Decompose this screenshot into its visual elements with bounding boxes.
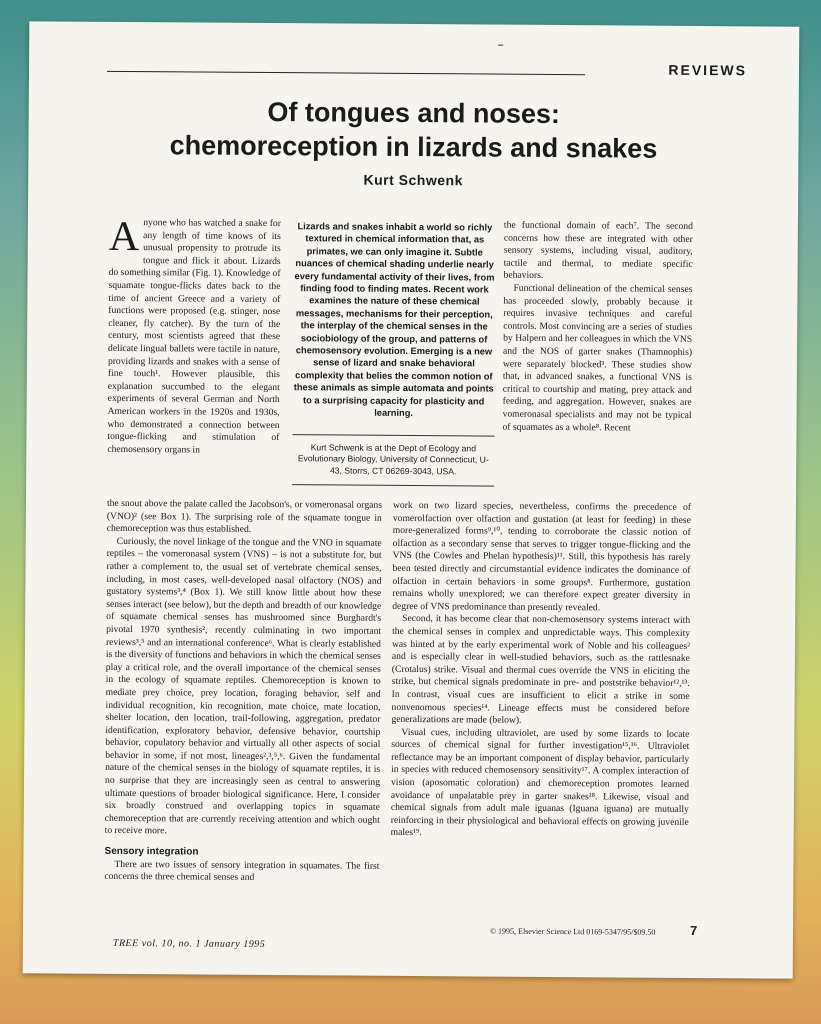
header-rule (107, 71, 585, 75)
paragraph: Curiously, the novel linkage of the tongue and the VNO in squamate reptiles – the vomeronasal system (VNS) – is not a substitute for, but rather a complement to, the usual set of vertebrate chemical senses, including, in most cases, well-developed nasal olfactory (NOS) and gustatory systems³,⁴ (Box 1). We still know little about how these senses interact (see below), but the depth and breadth of our knowledge of squamate chemical senses has mushroomed since Burghardt's pivotal 1970 synthesis², recently culminating in two important reviews³,⁵ and an international conference⁶. What is clearly established is the diversity of functions and behaviors in which the chemical senses play a critical role, and the overall importance of the chemical senses in the ecology of squamate reptiles. Chemoreception is known to mediate prey choice, prey location, foraging behavior, self and individual recognition, kin recognition, mate choice, mate location, shelter location, den location, trail-following, aggregation, predator identification, exploratory behavior, defensive behavior, courtship behavior, copulatory behavior and virtually all other aspects of social behavior in some, if not most, lineages²,³,⁵,⁶. Given the fundamental nature of the chemical senses in the biology of squamate reptiles, it is no surprise that they are increasingly seen as central to answering ultimate questions of broader biological significance. Here, I consider six broadly construed and overlapping topics in squamate chemoreception that are currently receiving attention and which ought to receive more. (104, 535, 382, 837)
paragraph: Visual cues, including ultraviolet, are used by some lizards to locate sources of chemical signal for further investigation¹⁵,¹⁶. Ultraviolet reflectance may be an important component of display behavior, particularly in species with reduced chemosensory sensitivity¹⁷. A complex interaction of vision (aposomatic coloration) and chemoreception promotes learned avoidance of unpalatable prey in garter snakes¹⁸. Likewise, visual and chemical signals from adult male iguanas (Iguana iguana) are mutually reinforcing in their physiological and behavioral effects on growing juvenile males¹⁹. (390, 726, 690, 839)
drop-cap: A (108, 213, 140, 261)
section-heading: Sensory integration (104, 845, 199, 858)
abstract: Lizards and snakes inhabit a world so richly textured in chemical information that, as primates, we can only imagine it. Subtle nuances of chemical shading underlie nearly every fundamental activity of their lives, from finding food to finding mates. Recent work examines the nature of these chemical messages, mechanisms for their perception, the interplay of the chemical senses in the sociobiology of the group, and patterns of chemosensory evolution. Emerging is a new sense of lizard and snake behavioral complexity that belies the common notion of these animals as simple automata and points to a surprising capacity for plasticity and learning. (293, 221, 495, 419)
page-number: 7 (689, 922, 698, 939)
crop-mark (498, 45, 503, 46)
paragraph: the snout above the palate called the Jacobson's, or vomeronasal organs (VNO)² (see Box 1). The surprising role of the squamate tongue in chemoreception was thus established. (106, 497, 383, 536)
paragraph: There are two issues of sensory integration in squamates. The first concerns the three chemical senses and (104, 858, 380, 884)
section-label: REVIEWS (668, 61, 748, 79)
paragraph: Second, it has become clear that non-chemosensory systems interact with the chemical senses in complex and unpredictable ways. This complexity was hinted at by the early experimental work of Noble and his colleagues² and is especially clear in well-studied behaviors, such as the rattlesnake (Crotalus) strike. Visual and thermal cues override the VNS in eliciting the strike, but chemical signals predominate in pre- and poststrike behavior¹²,¹³. In contrast, visual cues are insufficient to elicit a strike in some nonvenomous species¹⁴. Lineage effects must be considered before generalizations are made (below). (391, 613, 691, 726)
divider (292, 484, 494, 486)
title-line-2: chemoreception in lizards and snakes (169, 130, 658, 164)
paragraph: Functional delineation of the chemical senses has proceeded slowly, probably because it requires invasive techniques and careful controls. Most convincing are a series of studies by Halpern and her colleagues in which the VNS and the NOS of garter snakes (Thamnophis) were separately blocked³. These studies show that, in advanced snakes, a functional VNS is critical to courtship and mating, prey attack and feeding, and aggregation. However, snakes are vomeronasal specialists and may not be typical of squamates as a whole⁸. Recent (502, 282, 693, 434)
article-title (28, 93, 798, 166)
body-column-1 (107, 213, 281, 457)
journal-citation: TREE vol. 10, no. 1 January 1995 (112, 937, 266, 950)
divider (292, 434, 494, 436)
copyright-line: © 1995, Elsevier Science Ltd 0169-5347/95/$09.50 (489, 926, 656, 937)
body-column-left-lower (104, 498, 382, 886)
author-name: Kurt Schwenk (363, 171, 463, 189)
body-column-3 (502, 220, 692, 435)
paragraph: work on two lizard species, nevertheless, confirms the precedence of vomerolfaction over olfaction and gustation (at least for feeding) in these more-generalized forms⁹,¹⁰, tending to corroborate the classic notion of olfaction as a secondary sense that serves to trigger tongue-flicking and the VNS (the Cowles and Phelan hypothesis)¹¹. Still, this hypothesis has rarely been tested directly and circumstantial evidence indicates the dominance of olfaction in certain behaviors in some groups⁸. Furthermore, gustation remains wholly unexplored; we can therefore expect greater diversity in degree of VNS predominance than presently revealed. (392, 499, 691, 614)
author-affiliation: Kurt Schwenk is at the Dept of Ecology and Evolutionary Biology, University of Connecticut, U-43, Storrs, CT 06269-3043, USA. (297, 442, 489, 477)
body-column-right-lower (391, 500, 691, 842)
journal-page (23, 21, 800, 978)
title-line-1: Of tongues and noses: (267, 96, 561, 130)
paragraph: the functional domain of each⁷. The second concerns how these are integrated with other sensory systems, including visual, auditory, tactile and thermal, to mediate specific behaviors. (503, 219, 693, 282)
paragraph: nyone who has watched a snake for any length of time knows of its unusual propensity to protrude its tongue and flick it about. Lizards do something similar (Fig. 1). Knowledge of squamate tongue-flicks dates back to the time of ancient Greece and a variety of functions were proposed (e.g. stinger, nose cleaner, fly catcher). By the turn of the century, most scientists agreed that these delicate lingual ballets were tactile in nature, providing lizards and snakes with a sense of fine touch¹. However plausible, this explanation succumbed to the elegant experiments of several German and North American workers in the 1920s and 1930s, who demonstrated a connection between tongue-flicking and stimulation of chemosensory organs in (107, 217, 281, 456)
